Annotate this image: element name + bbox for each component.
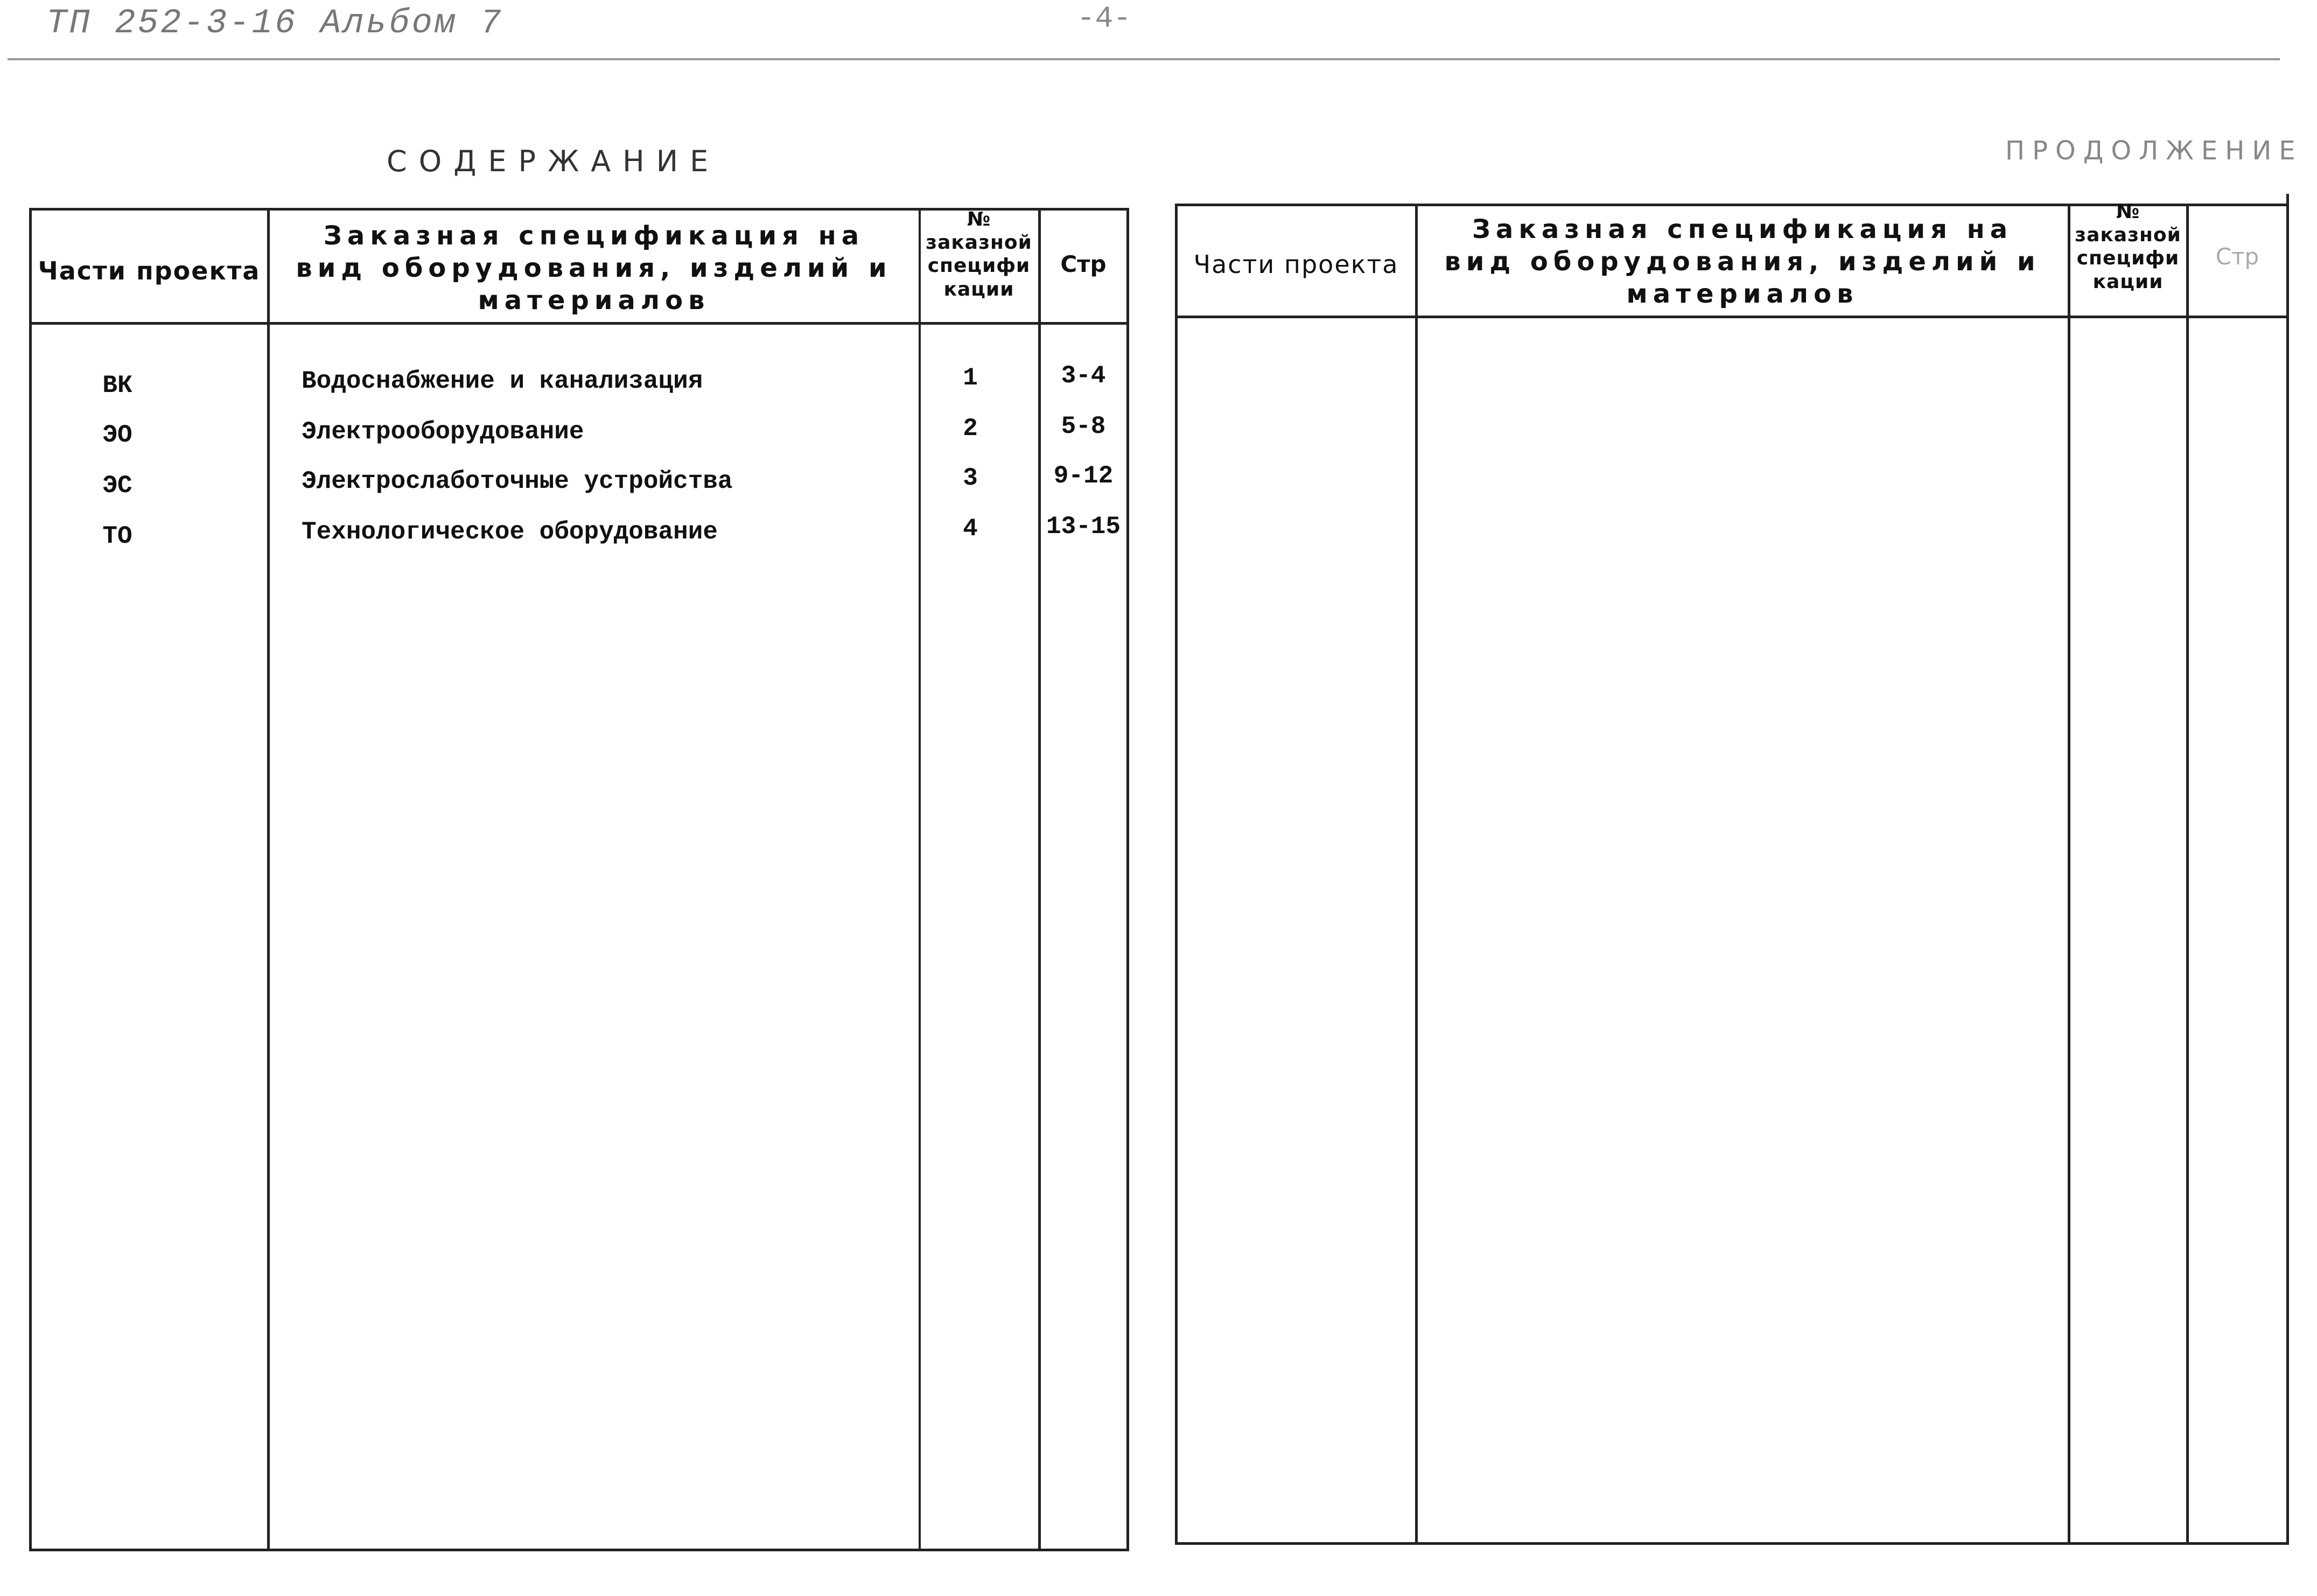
row-page-range: 9-12 [1053,462,1114,490]
left-table-col-divider-1 [267,208,270,1551]
left-col-header-spec [271,220,916,317]
left-col-header-number-line4: кации [943,278,1014,300]
header-rule [8,58,2280,60]
row-spec-name: Электрооборудование [302,418,584,446]
right-col-header-spec [1419,213,2066,310]
right-col-header-number [2071,200,2185,293]
document-code: ТП 252-3-16 Альбом 7 [46,4,503,43]
row-spec-number: 4 [963,515,978,543]
left-col-header-number-line1: № [967,208,991,230]
right-col-header-number-line2: заказной [2075,224,2181,247]
left-col-header-number-line3: специфи [927,255,1031,277]
row-page-range: 13-15 [1046,513,1121,541]
left-table-left-border [29,208,32,1551]
right-col-header-spec-line3: материалов [1626,279,1859,309]
left-col-header-spec-line3: материалов [478,285,710,316]
contents-title: СОДЕРЖАНИЕ [387,144,720,178]
right-col-header-number-line3: специфи [2076,247,2180,270]
right-table-left-border [1175,204,1178,1545]
left-col-header-spec-line1: Заказная спецификация на [323,221,865,251]
row-part-code: ЭО [102,421,132,449]
row-page-range: 5-8 [1061,412,1106,440]
right-table-col-divider-1 [1415,204,1418,1545]
left-col-header-number [921,208,1037,301]
left-table-col-divider-3 [1038,208,1041,1551]
row-spec-number: 3 [963,464,978,492]
left-col-header-page: Стр [1060,251,1107,277]
left-col-header-spec-line2: вид оборудования, изделий и [296,253,892,283]
right-table-col-divider-2 [2068,204,2070,1545]
row-part-code: ТО [102,522,132,550]
right-col-header-page: Стр [2215,243,2259,270]
left-table-bottom-border [29,1549,1129,1551]
left-col-header-number-line2: заказной [926,232,1032,254]
row-spec-name: Водоснабжение и канализация [302,367,703,395]
right-col-header-number-line1: № [2116,201,2140,223]
right-table-header-separator [1175,316,2288,318]
row-spec-number: 2 [963,415,978,443]
row-spec-number: 1 [963,364,978,392]
row-page-range: 3-4 [1061,362,1106,390]
row-part-code: ВК [102,372,132,400]
left-table-col-divider-2 [919,208,921,1551]
left-table-right-border [1126,208,1129,1551]
right-col-header-spec-line2: вид оборудования, изделий и [1444,247,2041,277]
row-part-code: ЭС [102,472,132,500]
left-table-header-separator [29,322,1129,325]
left-col-header-parts: Части проекта [38,256,261,285]
continuation-title: ПРОДОЛЖЕНИЕ [2005,136,2303,166]
right-col-header-spec-line1: Заказная спецификация на [1472,214,2013,244]
right-table-col-divider-3 [2186,204,2189,1545]
right-table-right-border [2286,194,2289,1545]
right-table-bottom-border [1175,1542,2288,1545]
row-spec-name: Электрослаботочные устройства [302,467,733,495]
row-spec-name: Технологическое оборудование [302,518,718,546]
right-col-header-parts: Части проекта [1193,250,1399,279]
page-number: -4- [1077,1,1131,36]
right-col-header-number-line4: кации [2092,270,2164,293]
